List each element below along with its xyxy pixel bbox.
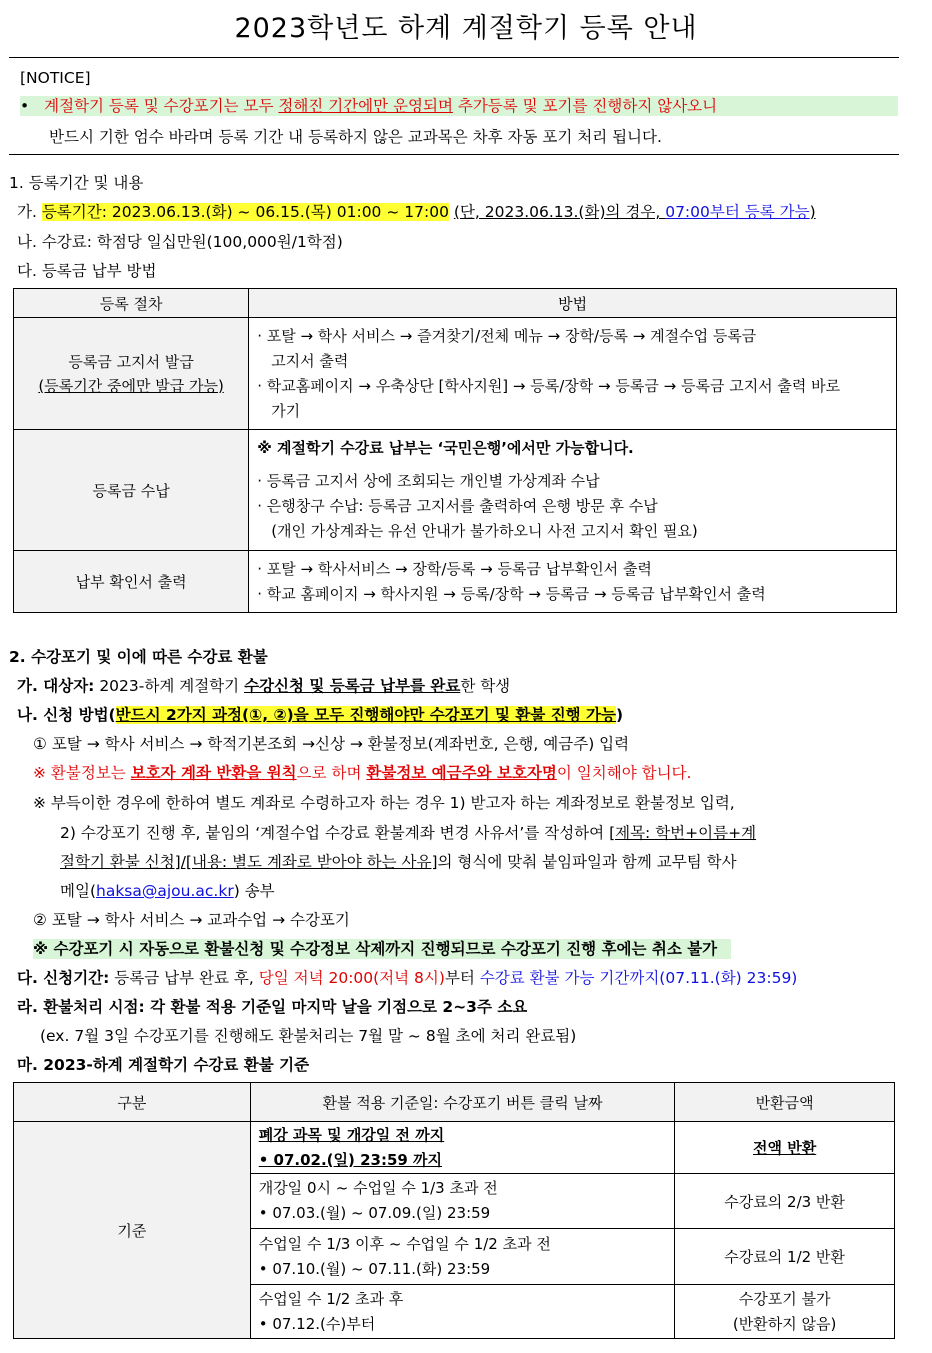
refund-amount-line1: 수강포기 불가 xyxy=(738,1289,831,1308)
method-cell-invoice xyxy=(249,318,897,430)
section2-ra-example: (ex. 7월 3일 수강포기를 진행해도 환불처리는 7월 말 ~ 8월 초에 처리 완료됨) xyxy=(40,1027,577,1045)
warning-2-line-4 xyxy=(60,881,275,901)
refund-date-line1: 수업일 수 1/2 초과 후 xyxy=(258,1289,404,1308)
refund-date-line1: 개강일 0시 ~ 수업일 수 1/3 초과 전 xyxy=(258,1179,498,1197)
step-invoice: 등록금 고지서 발급 xyxy=(68,352,194,371)
step-2: ② 포탈 → 학사 서비스 → 교과수업 → 수강포기 xyxy=(33,911,350,929)
method-line: 가기 xyxy=(271,401,301,420)
notice-bullet: • xyxy=(20,97,30,115)
method-cell-confirmation xyxy=(249,551,897,613)
warning-2-mail-label: 메일( xyxy=(60,882,96,900)
section2-da-red: 당일 저녁 20:00(저녁 8시) xyxy=(258,969,445,987)
section2-da-text-2: 부터 xyxy=(444,969,480,987)
section2-ga-underlined: 수강신청 및 등록금 납부를 완료 xyxy=(244,677,461,695)
registration-period: 등록기간: 2023.06.13.(화) ~ 06.15.(목) 01:00 ~ 17:00 xyxy=(41,203,449,221)
warning-2-line-3 xyxy=(60,852,737,872)
section1-heading: 1. 등록기간 및 내용 xyxy=(9,174,144,192)
step-1: ① 포탈 → 학사 서비스 → 학적기본조회 →신상 → 환불정보(계좌번호, 은행, 예금주) 입력 xyxy=(33,735,630,753)
section2-ga-label: 가. 대상자: xyxy=(17,677,95,695)
step-invoice-sub: (등록기간 중에만 발급 가능) xyxy=(38,376,224,395)
warning-no-cancel: ※ 수강포기 시 자동으로 환불신청 및 수강정보 삭제까지 진행되므로 수강포기 진행 후에는 취소 불가 xyxy=(33,939,731,959)
refund-date-cell xyxy=(250,1229,675,1285)
refund-category-cell: 기준 xyxy=(14,1122,251,1339)
warning-refund-account xyxy=(33,763,691,783)
section2-da-text-1: 등록금 납부 완료 후, xyxy=(109,969,259,987)
refund-date-cell xyxy=(250,1122,675,1174)
refund-amount-cell: 수강료의 1/2 반환 xyxy=(675,1229,895,1285)
section1-ga-label: 가. xyxy=(17,203,42,221)
method-line: · 은행창구 수납: 등록금 고지서를 출력하여 은행 방문 후 수납 xyxy=(257,497,658,515)
refund-date-line1: 폐강 과목 및 개강일 전 까지 xyxy=(258,1125,445,1144)
bank-note: ※ 계절학기 수강료 납부는 ‘국민은행’에서만 가능합니다. xyxy=(257,439,634,457)
refund-date-line2: • 07.02.(일) 23:59 까지 xyxy=(258,1150,443,1169)
refund-date-line2: • 07.03.(월) ~ 07.09.(일) 23:59 xyxy=(258,1204,491,1222)
notice-label: [NOTICE] xyxy=(20,69,91,87)
section2-na-highlight: 반드시 2가지 과정(①, ②)을 모두 진행해야만 수강포기 및 환불 진행 가능 xyxy=(115,706,616,724)
method-cell-payment xyxy=(249,430,897,551)
section2-ra: 라. 환불처리 시점: 각 환불 적용 기준일 마지막 날을 기점으로 2~3주 소요 xyxy=(17,998,528,1016)
refund-date-cell xyxy=(250,1174,675,1229)
section2-ma: 마. 2023-하계 계절학기 수강료 환불 기준 xyxy=(17,1056,310,1074)
warning-1-text-1: ※ 환불정보는 xyxy=(33,764,131,782)
section2-da-blue: 수강료 환불 가능 기간까지(07.11.(화) 23:59) xyxy=(479,969,798,987)
refund-amount-cell: 수강료의 2/3 반환 xyxy=(675,1174,895,1229)
registration-note-blue: 07:00부터 등록 가능 xyxy=(665,203,810,221)
warning-1-text-3: 이 일치해야 합니다. xyxy=(556,764,692,782)
refund-date-line2: • 07.12.(수)부터 xyxy=(258,1314,376,1333)
notice-divider xyxy=(9,154,899,155)
refund-amount-cell: 전액 반환 xyxy=(675,1122,895,1174)
page-title: 2023학년도 하계 계절학기 등록 안내 xyxy=(234,13,698,44)
title-divider xyxy=(9,57,899,58)
notice-line-2: 반드시 기한 엄수 바라며 등록 기간 내 등록하지 않은 교과목은 차후 자동 포기 처리 됩니다. xyxy=(49,128,662,146)
section1-da: 다. 등록금 납부 방법 xyxy=(17,262,157,280)
notice-line-1 xyxy=(20,96,898,116)
refund-header-category: 구분 xyxy=(14,1083,251,1122)
refund-date-line2: • 07.10.(월) ~ 07.11.(화) 23:59 xyxy=(258,1259,491,1278)
registration-note-2: ) xyxy=(809,203,816,221)
method-line: · 포탈 → 학사서비스 → 장학/등록 → 등록금 납부확인서 출력 xyxy=(257,559,652,578)
section2-na xyxy=(17,705,623,725)
warning-2-underlined-2: 절학기 환불 신청]/[내용: 별도 계좌로 받아야 하는 사유] xyxy=(60,853,438,871)
payment-method-table xyxy=(13,288,897,613)
warning-1-underlined-1: 보호자 계좌 반환을 원칙 xyxy=(130,764,297,782)
warning-2-line-2 xyxy=(60,823,756,843)
registration-note-1: (단, 2023.06.13.(화)의 경우, xyxy=(453,203,666,221)
method-line: · 등록금 고지서 상에 조회되는 개인별 가상계좌 수납 xyxy=(257,472,600,490)
refund-header-amount: 반환금액 xyxy=(675,1083,895,1122)
step-cell-confirmation: 납부 확인서 출력 xyxy=(14,551,249,613)
warning-2-mail-end: ) 송부 xyxy=(233,882,275,900)
method-line: · 포탈 → 학사 서비스 → 즐겨찾기/전체 메뉴 → 장학/등록 → 계절수업 등록금 xyxy=(257,326,757,345)
section1-ga xyxy=(17,202,816,222)
warning-2-text-2: 의 형식에 맞춰 붙임파일과 함께 교무팀 학사 xyxy=(437,853,737,871)
table-header-step: 등록 절차 xyxy=(14,289,249,318)
refund-date-line1: 수업일 수 1/3 이후 ~ 수업일 수 1/2 초과 전 xyxy=(258,1234,551,1253)
refund-criteria-table xyxy=(13,1082,895,1339)
warning-2-text-1: 2) 수강포기 진행 후, 붙임의 ‘계절수업 수강료 환불계좌 변경 사유서’를 작성하여 xyxy=(60,824,610,842)
notice-text-underlined: 정해진 기간에만 운영되며 xyxy=(278,97,453,115)
section2-na-close: ) xyxy=(616,706,624,724)
refund-amount-cell xyxy=(675,1285,895,1339)
method-line: 고지서 출력 xyxy=(271,351,349,370)
section2-ga xyxy=(17,676,510,696)
step-cell-invoice xyxy=(14,318,249,430)
refund-amount-line2: (반환하지 않음) xyxy=(732,1314,837,1333)
section2-na-label: 나. 신청 방법( xyxy=(17,706,116,724)
section1-na: 나. 수강료: 학점당 일십만원(100,000원/1학점) xyxy=(17,233,343,251)
notice-text-2: 추가등록 및 포기를 진행하지 않사오니 xyxy=(452,97,718,115)
warning-2-underlined-1: [제목: 학번+이름+계 xyxy=(609,824,757,842)
warning-1-text-2: 으로 하며 xyxy=(296,764,367,782)
method-line: · 학교 홈페이지 → 학사지원 → 등록/장학 → 등록금 → 등록금 납부확인서 출력 xyxy=(257,584,766,603)
section2-da xyxy=(17,968,797,988)
section2-heading: 2. 수강포기 및 이에 따른 수강료 환불 xyxy=(9,648,268,666)
method-line: (개인 가상계좌는 유선 안내가 불가하오니 사전 고지서 확인 필요) xyxy=(271,522,698,540)
table-header-method: 방법 xyxy=(249,289,897,318)
section2-da-label: 다. 신청기간: xyxy=(17,969,110,987)
email-link[interactable]: haksa@ajou.ac.kr xyxy=(96,882,234,900)
section2-ga-text-1: 2023-하계 계절학기 xyxy=(94,677,245,695)
notice-text-1: 계절학기 등록 및 수강포기는 모두 xyxy=(44,97,279,115)
refund-header-date: 환불 적용 기준일: 수강포기 버튼 클릭 날짜 xyxy=(250,1083,675,1122)
refund-date-cell xyxy=(250,1285,675,1339)
warning-1-underlined-2: 환불정보 예금주와 보호자명 xyxy=(366,764,557,782)
section2-ga-text-2: 한 학생 xyxy=(460,677,511,695)
method-line: · 학교홈페이지 → 우축상단 [학사지원] → 등록/장학 → 등록금 → 등록금 고지서 출력 바로 xyxy=(257,376,841,395)
warning-2-line-1: ※ 부득이한 경우에 한하여 별도 계좌로 수령하고자 하는 경우 1) 받고자 하는 계좌정보로 환불정보 입력, xyxy=(33,794,735,812)
step-cell-payment: 등록금 수납 xyxy=(14,430,249,551)
